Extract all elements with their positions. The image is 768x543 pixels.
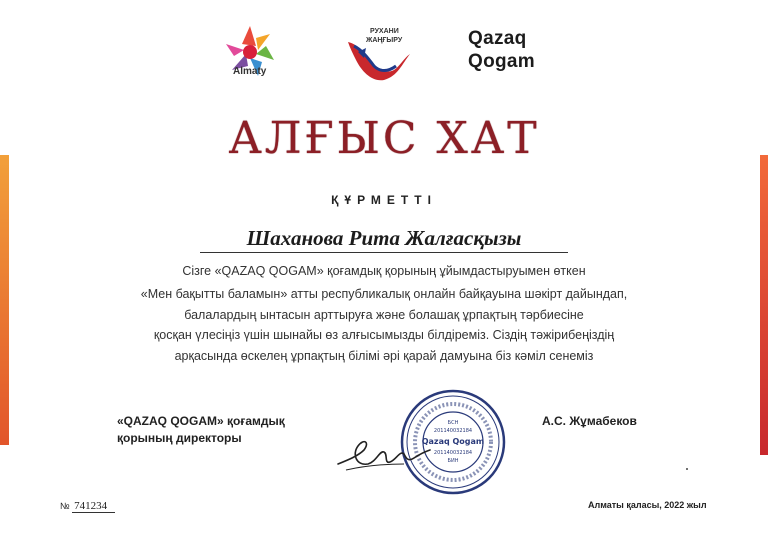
rukhani-logo-line2: ЖАҢҒЫРУ (366, 37, 403, 44)
body-text-line: қосқан үлесіңіз үшін шынайы өз алғысымызды білдіреміз. Сіздің тәжірибеңіздің (153, 328, 615, 342)
certificate-number (60, 500, 115, 512)
seal-label-bottom: БИН (447, 458, 459, 464)
body-text-line: «Мен бақытты баламын» атты республикалық онлайн байқауына шәкірт дайындап, (140, 287, 628, 301)
almaty-logo-text: Almaty (233, 66, 267, 77)
body-text-line: Сізге «QAZAQ QOGAM» қоғамдық қорының ұйымдастыруымен өткен (182, 264, 586, 278)
rukhani-logo-line1: РУХАНИ (370, 28, 399, 35)
recipient-name: Шаханова Рита Жалғасқызы (200, 226, 568, 253)
seal-id-bottom: 201140032184 (433, 450, 473, 456)
qazaq-qogam-logo-line2: Qogam (468, 51, 535, 72)
seal-center-text: Qazaq Qogam (421, 437, 485, 446)
body-text-line: балалардың ынтасын арттыруға және болашақ ұрпақтың тәрбиесіне (184, 308, 584, 322)
organization-title-line1: «QAZAQ QOGAM» қоғамдық (117, 414, 285, 428)
director-signature-icon (334, 420, 434, 480)
greeting: ҚҰРМЕТТІ (331, 193, 437, 207)
qazaq-qogam-logo-line1: Qazaq (468, 28, 527, 49)
director-name: А.С. Жұмабеков (542, 414, 637, 428)
body-text-line: арқасында өскелең ұрпақтың білімі әрі қарай дамуына біз кәміл сенеміз (174, 349, 594, 363)
seal-label-top: БСН (447, 420, 459, 426)
place-and-year: Алматы қаласы, 2022 жыл (588, 500, 707, 510)
number-value: 741234 (72, 500, 115, 513)
certificate-title: АЛҒЫС ХАТ (228, 113, 540, 164)
number-prefix: № (60, 501, 70, 511)
seal-id-top: 201140032184 (433, 428, 473, 434)
organization-title-line2: қорының директоры (117, 431, 242, 445)
ink-dot (686, 468, 688, 470)
